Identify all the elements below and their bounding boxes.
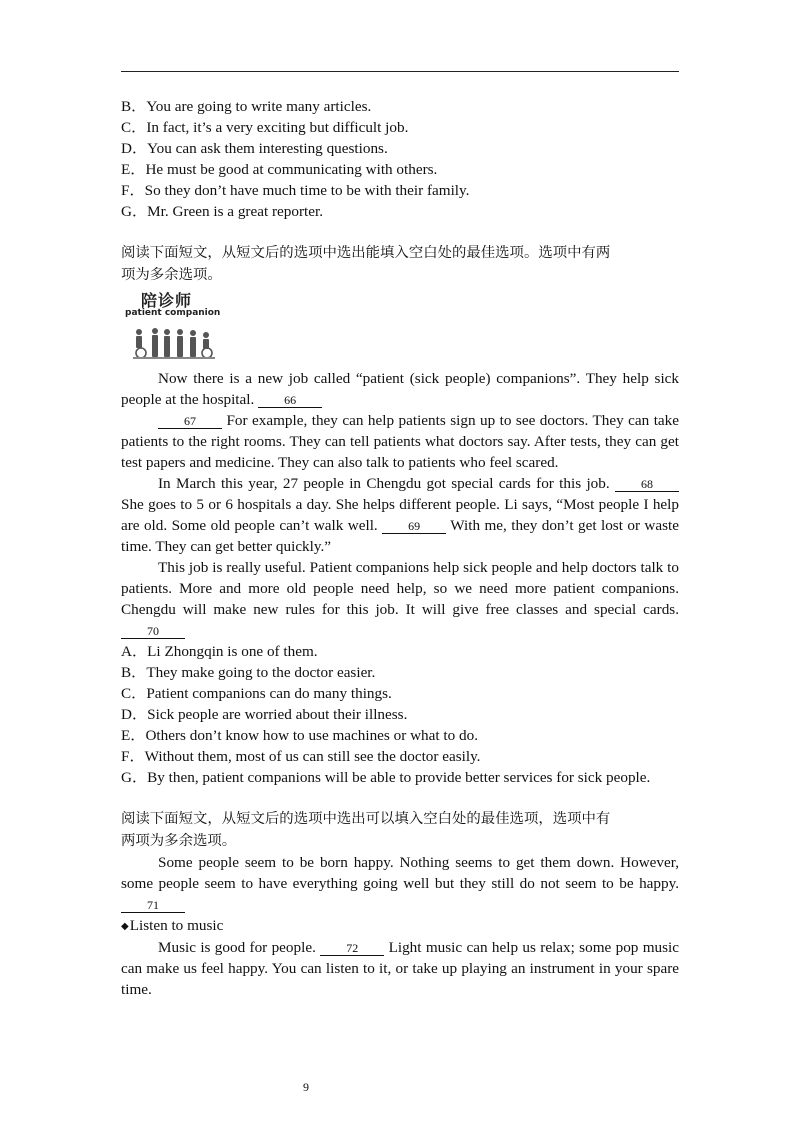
logo-title: 陪诊师	[141, 291, 193, 310]
passage-1-paragraph-4: This job is really useful. Patient companions help sick people and help doctors talk to patients. More and more old people need help, so we need more patient companions. Chengdu will make new rules for this job. It will give free classes and special cards. 70	[121, 559, 679, 638]
passage-1-options-list	[121, 641, 679, 788]
option-g: G．Mr. Green is a great reporter.	[121, 203, 324, 220]
instruction-2	[121, 808, 679, 852]
option-d: D．Sick people are worried about their illness.	[121, 706, 408, 723]
passage-2	[121, 852, 679, 1000]
blank-71[interactable]: 71	[121, 899, 185, 913]
passage-2-paragraph-2: Music is good for people. 72 Light music can help us relax; some pop music can make us feel happy. You can listen to it, or take up playing an instrument in your spare time.	[121, 939, 680, 998]
passage-1-paragraph-2: 67 For example, they can help patients sign up to see doctors. They can take patients to the right rooms. They can tell patients what doctors say. After tests, they can get test papers and medicine. They can also talk to patients who feel scared.	[121, 412, 680, 471]
previous-options-list	[121, 96, 679, 222]
instruction-1-line-2: 项为多余选项。	[121, 267, 222, 283]
page-content	[121, 96, 679, 1000]
option-e: E．Others don’t know how to use machines or what to do.	[121, 727, 478, 744]
blank-69[interactable]: 69	[382, 520, 446, 534]
passage-1-paragraph-3: In March this year, 27 people in Chengdu got special cards for this job. 68 She goes to 5 or 6 hospitals a day. She helps different people. Li says, “Most people I help are old. Some old people can’t walk well. 69 With me, they don’t get lost or waste time. They can get better quickly.”	[121, 475, 679, 555]
instruction-2-line-2: 两项为多余选项。	[121, 833, 237, 849]
option-g: G．By then, patient companions will be able to provide better services for sick people.	[121, 769, 651, 786]
section-heading-listen-to-music: ◆Listen to music	[121, 917, 224, 934]
header-rule	[121, 71, 679, 72]
instruction-2-line-1: 阅读下面短文，从短文后的选项中选出可以填入空白处的最佳选项，选项中有	[121, 811, 611, 827]
option-b: B．You are going to write many articles.	[121, 98, 372, 115]
option-b: B．They make going to the doctor easier.	[121, 664, 376, 681]
page-number: 9	[303, 1080, 309, 1094]
blank-66[interactable]: 66	[258, 394, 322, 408]
blank-67[interactable]: 67	[158, 415, 222, 429]
option-e: E．He must be good at communicating with others.	[121, 161, 438, 178]
option-a: A．Li Zhongqin is one of them.	[121, 643, 318, 660]
passage-1	[121, 368, 679, 641]
patient-companion-logo	[123, 288, 233, 364]
passage-1-paragraph-1: Now there is a new job called “patient (sick people) companions”. They help sick people at the hospital. 66	[121, 370, 679, 408]
diamond-bullet-icon: ◆	[121, 921, 129, 932]
option-f: F．So they don’t have much time to be with their family.	[121, 182, 470, 199]
companion-illustration-icon	[133, 326, 215, 360]
passage-2-paragraph-1: Some people seem to be born happy. Nothing seems to get them down. However, some people seem to have everything going well but they still do not seem to be happy. 71	[121, 854, 679, 912]
instruction-1	[121, 242, 679, 286]
blank-70[interactable]: 70	[121, 625, 185, 639]
blank-72[interactable]: 72	[320, 942, 384, 956]
blank-68[interactable]: 68	[615, 478, 679, 492]
option-d: D．You can ask them interesting questions.	[121, 140, 388, 157]
logo-subtitle: patient companion	[125, 308, 221, 318]
instruction-1-line-1: 阅读下面短文，从短文后的选项中选出能填入空白处的最佳选项。选项中有两	[121, 245, 611, 261]
option-c: C．Patient companions can do many things.	[121, 685, 392, 702]
option-c: C．In fact, it’s a very exciting but difficult job.	[121, 119, 409, 136]
option-f: F．Without them, most of us can still see the doctor easily.	[121, 748, 481, 765]
